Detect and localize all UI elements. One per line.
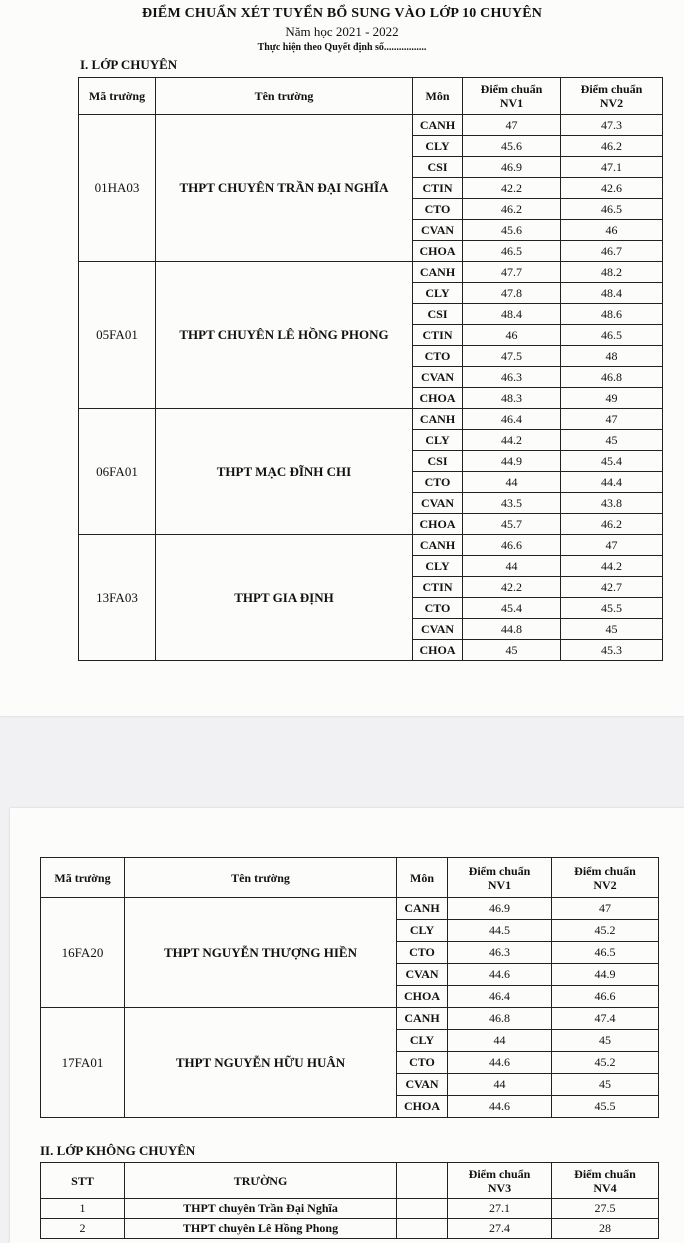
- header-nv2-line1: Điểm chuẩn: [580, 82, 643, 96]
- header-nv3: [448, 1163, 552, 1199]
- nv2-score: 49: [561, 388, 663, 409]
- nv2-score: 42.7: [561, 577, 663, 598]
- nv2-score: 48: [561, 346, 663, 367]
- header-nv1-line1: Điểm chuẩn: [480, 82, 543, 96]
- header-stt: STT: [41, 1163, 125, 1199]
- nv1-score: 44.6: [448, 1096, 552, 1118]
- nv1-score: 44: [448, 1074, 552, 1096]
- table-row: [79, 115, 663, 136]
- table-body: [41, 898, 659, 1118]
- subject-cell: CANH: [413, 409, 463, 430]
- nv1-score: 47.5: [463, 346, 561, 367]
- header-nv4: [552, 1163, 659, 1199]
- subject-cell: CLY: [413, 556, 463, 577]
- school-year: Năm học 2021 - 2022: [285, 24, 399, 39]
- nv2-score: 46.7: [561, 241, 663, 262]
- subject-cell: CTO: [413, 346, 463, 367]
- subject-cell: CVAN: [397, 1074, 448, 1096]
- nv1-score: 46: [463, 325, 561, 346]
- table-row: [41, 1219, 659, 1239]
- nv2-score: 42.6: [561, 178, 663, 199]
- nv2-score: 47.3: [561, 115, 663, 136]
- subject-cell: CANH: [413, 535, 463, 556]
- nv1-score: 44.5: [448, 920, 552, 942]
- nv2-score: 45.2: [552, 920, 659, 942]
- nv2-score: 46.5: [561, 325, 663, 346]
- nv2-score: 45: [561, 619, 663, 640]
- subject-cell: CTO: [413, 199, 463, 220]
- nv1-score: 46.8: [448, 1008, 552, 1030]
- table-row: [41, 898, 659, 920]
- specialized-scores-table-2: [40, 857, 659, 1118]
- nv1-score: 45.6: [463, 220, 561, 241]
- nv1-score: 46.9: [448, 898, 552, 920]
- school-code: 05FA01: [79, 262, 156, 409]
- section-2-title: II. LỚP KHÔNG CHUYÊN: [40, 1143, 196, 1158]
- header-nv2: [561, 78, 663, 115]
- nv1-score: 48.3: [463, 388, 561, 409]
- nv2-score: 47.1: [561, 157, 663, 178]
- school-name: THPT CHUYÊN TRẦN ĐẠI NGHĨA: [156, 115, 413, 262]
- header-nv2-line2: NV2: [599, 96, 624, 110]
- header-nv1: [448, 858, 552, 898]
- nv1-score: 43.5: [463, 493, 561, 514]
- nv2-score: 46.6: [552, 986, 659, 1008]
- nv1-score: 42.2: [463, 577, 561, 598]
- subject-cell: CVAN: [397, 964, 448, 986]
- nv2-score: 45.5: [552, 1096, 659, 1118]
- nv2-score: 47.4: [552, 1008, 659, 1030]
- nv2-score: 46: [561, 220, 663, 241]
- header-nv3-line1: Điểm chuẩn: [468, 1166, 531, 1181]
- nv1-score: 46.2: [463, 199, 561, 220]
- school-code: 01HA03: [79, 115, 156, 262]
- nv2-score: 48.2: [561, 262, 663, 283]
- subject-cell: CTO: [413, 598, 463, 619]
- header-subject: Môn: [413, 78, 463, 115]
- school-name: THPT NGUYỄN HỮU HUÂN: [125, 1008, 397, 1118]
- subject-cell: CLY: [397, 1030, 448, 1052]
- header-nv3-line2: NV3: [487, 1180, 512, 1195]
- header-nv1-line2: NV1: [487, 877, 512, 892]
- nv1-score: 44.2: [463, 430, 561, 451]
- nv1-score: 44.8: [463, 619, 561, 640]
- subject-cell: CTIN: [413, 325, 463, 346]
- nv1-score: 46.3: [448, 942, 552, 964]
- nv2-score: 48.4: [561, 283, 663, 304]
- subject-cell: CLY: [397, 920, 448, 942]
- nv1-score: 44: [463, 556, 561, 577]
- nv1-score: 46.9: [463, 157, 561, 178]
- nv1-score: 46.3: [463, 367, 561, 388]
- table-header-row: [41, 1163, 659, 1199]
- specialized-scores-table-1: [78, 77, 663, 661]
- table-row: [41, 1008, 659, 1030]
- subject-cell: CTO: [397, 1052, 448, 1074]
- subject-cell: CHOA: [413, 640, 463, 661]
- subject-cell: CHOA: [397, 1096, 448, 1118]
- school-name: THPT chuyên Lê Hồng Phong: [125, 1219, 397, 1239]
- table-row: [79, 262, 663, 283]
- header-nv2-line1: Điểm chuẩn: [574, 863, 636, 878]
- table-header-row: [79, 78, 663, 115]
- header-code: Mã trường: [79, 78, 156, 115]
- nv1-score: 44.9: [463, 451, 561, 472]
- nv2-score: 47: [561, 535, 663, 556]
- nv1-score: 42.2: [463, 178, 561, 199]
- school-name: THPT MẠC ĐĨNH CHI: [156, 409, 413, 535]
- nv2-score: 48.6: [561, 304, 663, 325]
- nv2-score: 45.2: [552, 1052, 659, 1074]
- subject-cell: CVAN: [413, 493, 463, 514]
- nv2-score: 45.5: [561, 598, 663, 619]
- nv2-score: 46.8: [561, 367, 663, 388]
- section-1-title: I. LỚP CHUYÊN: [80, 57, 178, 72]
- nv2-score: 44.4: [561, 472, 663, 493]
- nv2-score: 45: [561, 430, 663, 451]
- subject-cell: CANH: [413, 115, 463, 136]
- table-header-row: [41, 858, 659, 898]
- subject-cell: CHOA: [413, 388, 463, 409]
- subject-cell: CHOA: [397, 986, 448, 1008]
- nv1-score: 47.7: [463, 262, 561, 283]
- subject-cell: CANH: [397, 898, 448, 920]
- header-nv1-line1: Điểm chuẩn: [468, 863, 531, 878]
- decision-line: Thực hiện theo Quyết định số.................: [257, 42, 427, 53]
- nv2-score: 44.9: [552, 964, 659, 986]
- subject-cell: CLY: [413, 430, 463, 451]
- subject-cell: CSI: [413, 304, 463, 325]
- subject-cell: CTIN: [413, 577, 463, 598]
- table-body: [41, 1199, 659, 1239]
- nv2-score: 45.3: [561, 640, 663, 661]
- header-subject: Môn: [397, 858, 448, 898]
- nv2-score: 46.5: [552, 942, 659, 964]
- nv2-score: 43.8: [561, 493, 663, 514]
- subject-cell: CVAN: [413, 220, 463, 241]
- subject-cell: CSI: [413, 157, 463, 178]
- table-row: [79, 409, 663, 430]
- table-row: [79, 535, 663, 556]
- nv1-score: 45.6: [463, 136, 561, 157]
- nv1-score: 46.4: [463, 409, 561, 430]
- nv4-score: 27.5: [552, 1199, 659, 1219]
- nv1-score: 44: [448, 1030, 552, 1052]
- subject-cell: CTIN: [413, 178, 463, 199]
- header-school: TRƯỜNG: [125, 1163, 397, 1199]
- stt-cell: 1: [41, 1199, 125, 1219]
- header-school: Tên trường: [156, 78, 413, 115]
- nv1-score: 44.6: [448, 964, 552, 986]
- school-code: 17FA01: [41, 1008, 125, 1118]
- nv3-score: 27.1: [448, 1199, 552, 1219]
- nv2-score: 47: [552, 898, 659, 920]
- nv2-score: 46.5: [561, 199, 663, 220]
- nv2-score: 45: [552, 1074, 659, 1096]
- nv2-score: 45: [552, 1030, 659, 1052]
- stt-cell: 2: [41, 1219, 125, 1239]
- nv1-score: 47.8: [463, 283, 561, 304]
- non-specialized-table: [40, 1162, 659, 1239]
- nv1-score: 46.4: [448, 986, 552, 1008]
- header-nv4-line2: NV4: [593, 1180, 617, 1195]
- school-name: THPT GIA ĐỊNH: [156, 535, 413, 661]
- nv2-score: 44.2: [561, 556, 663, 577]
- school-name: THPT chuyên Trần Đại Nghĩa: [125, 1199, 397, 1219]
- subject-cell: CSI: [413, 451, 463, 472]
- subject-cell: CVAN: [413, 619, 463, 640]
- nv1-score: 46.5: [463, 241, 561, 262]
- header-nv1-line2: NV1: [499, 96, 524, 110]
- nv4-score: 28: [552, 1219, 659, 1239]
- school-code: 13FA03: [79, 535, 156, 661]
- header-nv2: [552, 858, 659, 898]
- nv1-score: 44.6: [448, 1052, 552, 1074]
- subject-cell: CTO: [397, 942, 448, 964]
- nv2-score: 45.4: [561, 451, 663, 472]
- nv1-score: 44: [463, 472, 561, 493]
- nv2-score: 46.2: [561, 136, 663, 157]
- nv1-score: 47: [463, 115, 561, 136]
- subject-cell: CANH: [397, 1008, 448, 1030]
- nv1-score: 45.4: [463, 598, 561, 619]
- school-code: 16FA20: [41, 898, 125, 1008]
- table-row: [41, 1199, 659, 1219]
- subject-cell: CANH: [413, 262, 463, 283]
- subject-cell: CTO: [413, 472, 463, 493]
- nv1-score: 45: [463, 640, 561, 661]
- header-school: Tên trường: [125, 858, 397, 898]
- school-code: 06FA01: [79, 409, 156, 535]
- nv1-score: 48.4: [463, 304, 561, 325]
- subject-cell: CVAN: [413, 367, 463, 388]
- empty-cell: [397, 1219, 448, 1239]
- nv2-score: 46.2: [561, 514, 663, 535]
- table-body: [79, 115, 663, 661]
- nv3-score: 27.4: [448, 1219, 552, 1239]
- header-code: Mã trường: [41, 858, 125, 898]
- nv2-score: 47: [561, 409, 663, 430]
- header-nv2-line2: NV2: [593, 877, 617, 892]
- header-nv4-line1: Điểm chuẩn: [574, 1166, 636, 1181]
- empty-cell: [397, 1199, 448, 1219]
- header-nv1: [463, 78, 561, 115]
- document-title: ĐIỂM CHUẨN XÉT TUYỂN BỔ SUNG VÀO LỚP 10 CHUYÊN: [141, 6, 543, 21]
- subject-cell: CLY: [413, 136, 463, 157]
- school-name: THPT NGUYỄN THƯỢNG HIỀN: [125, 898, 397, 1008]
- subject-cell: CHOA: [413, 241, 463, 262]
- nv1-score: 45.7: [463, 514, 561, 535]
- subject-cell: CLY: [413, 283, 463, 304]
- nv1-score: 46.6: [463, 535, 561, 556]
- header-empty: [397, 1163, 448, 1199]
- school-name: THPT CHUYÊN LÊ HỒNG PHONG: [156, 262, 413, 409]
- subject-cell: CHOA: [413, 514, 463, 535]
